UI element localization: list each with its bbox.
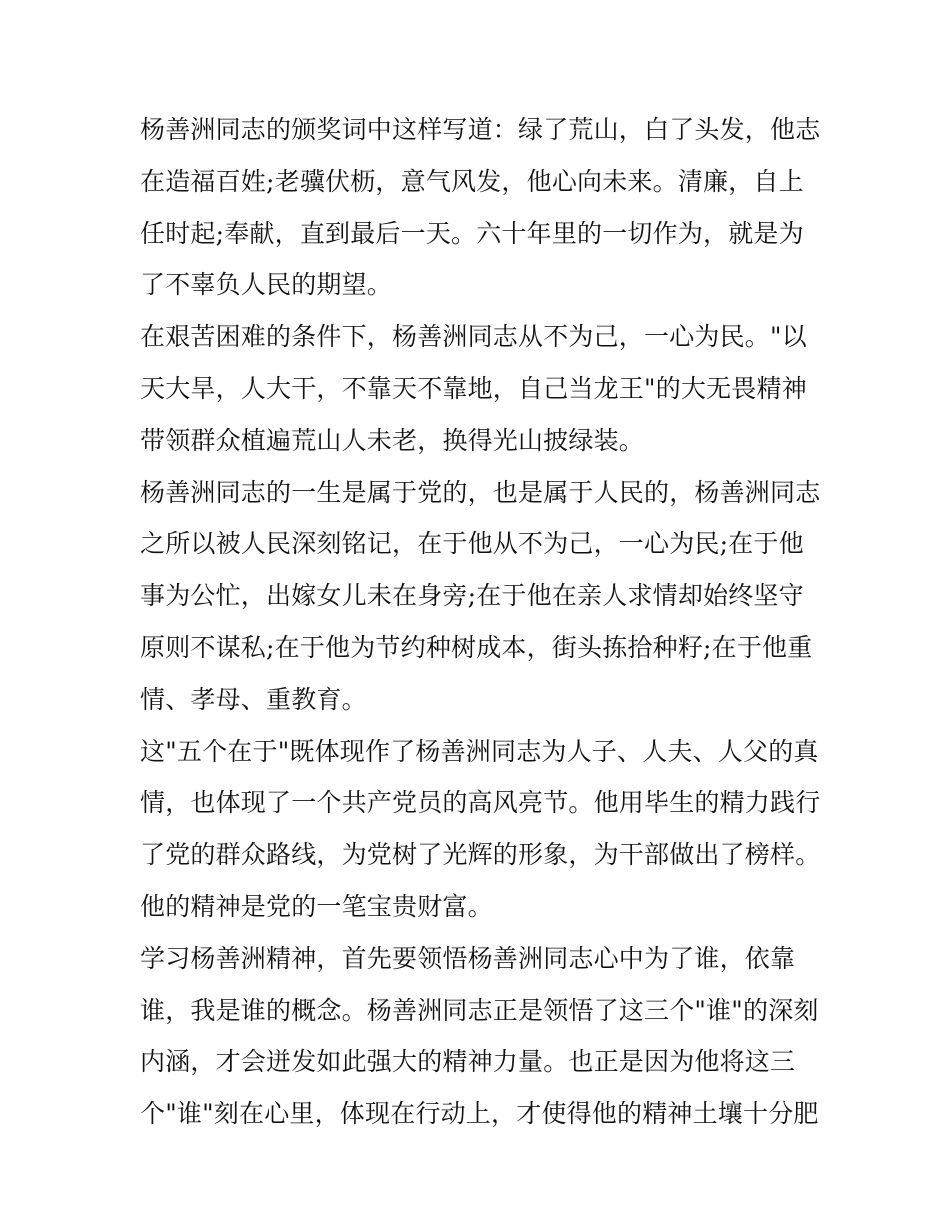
text-line: 个"谁"刻在心里，体现在行动上，才使得他的精神土壤十分肥: [140, 1099, 819, 1129]
text-line: 内涵，才会迸发如此强大的精神力量。也正是因为他将这三: [140, 1047, 796, 1077]
text-line: 了不辜负人民的期望。: [140, 270, 393, 300]
text-line: 在艰苦困难的条件下，杨善洲同志从不为己，一心为民。"以: [140, 322, 807, 352]
text-line: 原则不谋私;在于他为节约种树成本，街头拣拾种籽;在于他重: [140, 632, 813, 662]
text-line: 谁，我是谁的概念。杨善洲同志正是领悟了这三个"谁"的深刻: [140, 995, 819, 1025]
text-line: 学习杨善洲精神，首先要领悟杨善洲同志心中为了谁，依靠: [140, 943, 796, 973]
text-line: 情，也体现了一个共产党员的高风亮节。他用毕生的精力践行: [140, 788, 821, 818]
text-line: 任时起;奉献，直到最后一天。六十年里的一切作为，就是为: [140, 218, 804, 248]
text-line: 在造福百姓;老骥伏枥，意气风发，他心向未来。清廉，自上: [140, 166, 804, 196]
paragraph-2: [140, 311, 820, 466]
paragraph-3: [140, 467, 820, 726]
text-line: 情、孝母、重教育。: [140, 684, 367, 714]
paragraph-1: [140, 104, 820, 311]
text-line: 这"五个在于"既体现作了杨善洲同志为人子、人夫、人父的真: [140, 736, 819, 766]
paragraph-4: [140, 726, 820, 933]
text-line: 了党的群众路线，为党树了光辉的形象，为干部做出了榜样。: [140, 840, 821, 870]
text-line: 天大旱，人大干，不靠天不靠地，自己当龙王"的大无畏精神: [140, 373, 807, 403]
text-line: 杨善洲同志的颁奖词中这样写道：绿了荒山，白了头发，他志: [140, 115, 821, 144]
document-body: [140, 104, 820, 1140]
text-line: 杨善洲同志的一生是属于党的，也是属于人民的，杨善洲同志: [140, 477, 821, 507]
paragraph-5: [140, 933, 820, 1140]
text-line: 他的精神是党的一笔宝贵财富。: [140, 891, 493, 921]
text-line: 之所以被人民深刻铭记，在于他从不为己，一心为民;在于他: [140, 529, 804, 559]
text-line: 事为公忙，出嫁女儿未在身旁;在于他在亲人求情却始终坚守: [140, 581, 804, 611]
text-line: 带领群众植遍荒山人未老，换得光山披绿装。: [140, 425, 645, 455]
